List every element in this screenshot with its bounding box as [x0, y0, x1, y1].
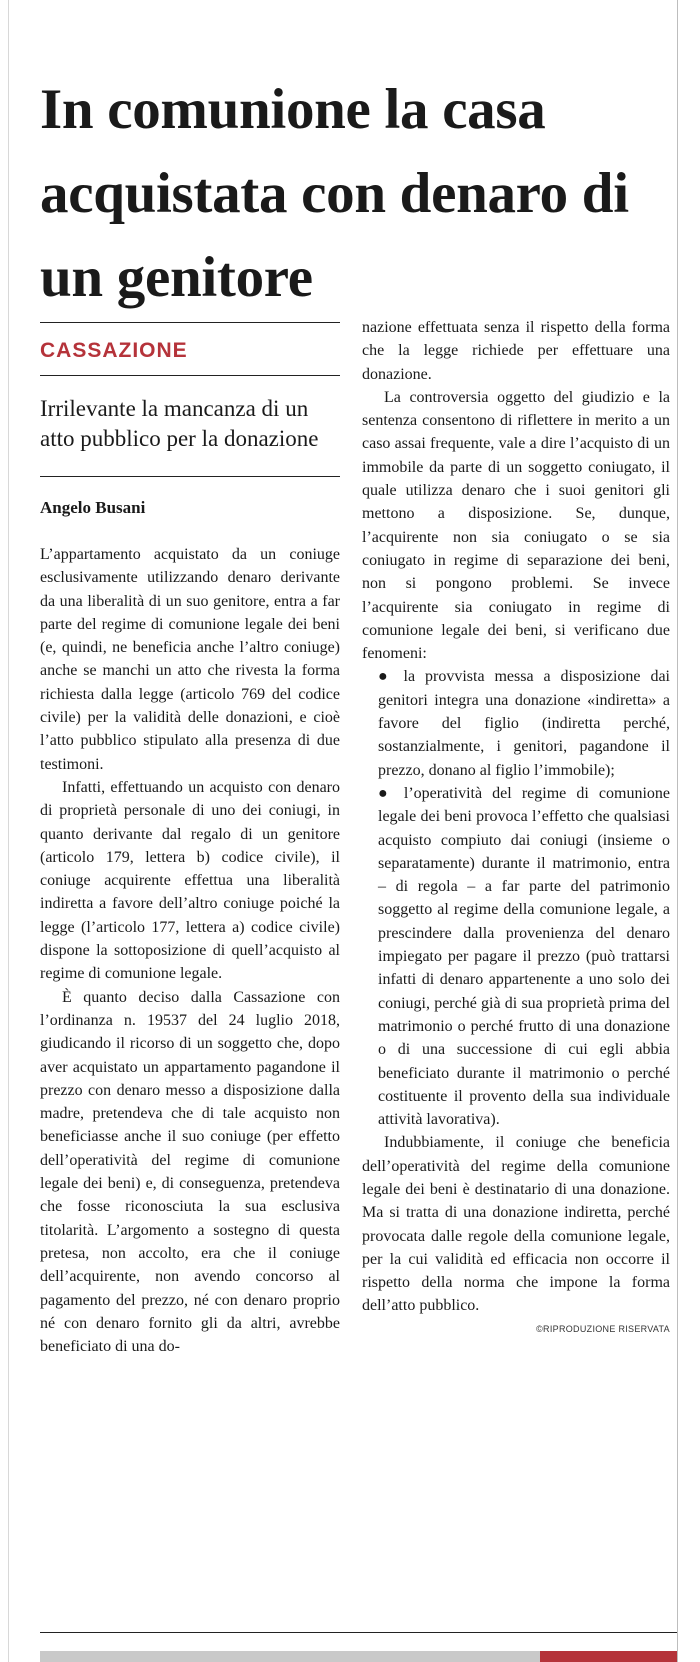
subhead-bottom-rule [40, 476, 340, 477]
right-column [362, 316, 670, 1334]
section-kicker: CASSAZIONE [40, 339, 188, 362]
left-column [40, 322, 340, 1358]
bullet-item: ● la provvista messa a disposizione dai genitori integra una donazione «indiretta» a favore del figlio (indiretta perché, sostanzialmente, i genitori, pagandone il prezzo, donano al figlio l’immobile); [378, 668, 670, 779]
body-paragraph: La controversia oggetto del giudizio e la sentenza consentono di riflettere in merito a un caso assai frequente, vale a dire l’acquisto di un immobile da parte di un soggetto coniugato, il quale utilizza denaro che i suoi genitori gli mettono a disposizione. Se, dunque, l’acquirente non sia coniugato o se sia coniugato in regime di separazione dei beni, non si pongono problemi. Se invece l’acquirente sia coniugato in regime di comunione legale dei beni, si verificano due fenomeni: [362, 388, 670, 663]
kicker-bottom-rule [40, 375, 340, 376]
article-headline: In comunione la casa acquistata con denaro di un genitore [40, 78, 629, 309]
copyright-notice: ©RIPRODUZIONE RISERVATA [536, 1323, 670, 1334]
body-paragraph-continuation: nazione effettuata senza il rispetto della forma che la legge richiede per effettuare una donazione. [362, 319, 670, 383]
page-edge-left [8, 0, 9, 1662]
kicker-top-rule [40, 322, 340, 323]
footer-rule [40, 1632, 677, 1633]
page-edge-right [677, 0, 678, 1662]
body-paragraph: L’appartamento acquistato da un coniuge esclusivamente utilizzando denaro derivante da una liberalità di un suo genitore, entra a far parte del regime di comunione legale dei beni (e, quindi, ne beneficia anche l’altro coniuge) anche se manchi un atto che rivesta la forma richiesta dalla legge (articolo 769 del codice civile) per la validità delle donazioni, e cioè l’atto pubblico stipulato alla presenza di due testimoni. [40, 546, 340, 773]
right-body-text [362, 316, 670, 1318]
footer-bar-red [540, 1651, 677, 1662]
author-byline: Angelo Busani [40, 498, 146, 517]
left-body-text [40, 543, 340, 1358]
body-paragraph: Infatti, effettuando un acquisto con denaro di proprietà personale di uno dei coniugi, in quanto derivante dal regalo di un genitore (articolo 179, lettera b) codice civile), il coniuge acquirente effettua una liberalità indiretta a favore dell’altro coniuge poiché la legge (l’articolo 177, lettera a) codice civile) dispone la sottoposizione di quell’acquisto al regime di comunione legale. [40, 778, 340, 983]
body-paragraph: Indubbiamente, il coniuge che beneficia dell’operatività del regime della comunione legale dei beni è destinatario di una donazione. Ma si tratta di una donazione indiretta, perché provocata dalle regole della comunione legale, per la cui validità ed efficacia non occorre il rispetto della norma che impone la forma dell’atto pubblico. [362, 1134, 670, 1315]
footer-bar-gray [40, 1651, 540, 1662]
article-subhead: Irrilevante la mancanza di un atto pubblico per la donazione [40, 396, 319, 451]
body-paragraph: È quanto deciso dalla Cassazione con l’ordinanza n. 19537 del 24 luglio 2018, giudicando il ricorso di un soggetto che, dopo aver acquistato un appartamento pagandone il prezzo con denaro messo a disposizione dalla madre, pretendeva che di tale acquisto non beneficiasse anche il suo coniuge (per effetto dell’operatività del regime di comunione legale dei beni) e, di conseguenza, pretendeva che fosse riconosciuta la sua esclusiva titolarità. L’argomento a sostegno di questa pretesa, non accolto, era che il coniuge dell’acquirente, non avendo concorso al pagamento del prezzo, né con denaro proprio né con denaro fornito gli da altri, avrebbe beneficiato di una do- [40, 988, 340, 1356]
bullet-item: ● l’operatività del regime di comunione legale dei beni provoca l’effetto che qualsiasi acquisto compiuto dai coniugi (insieme o separatamente) durante il matrimonio, entra – di regola – a far parte del patrimonio soggetto al regime della comunione legale, a prescindere dalla provenienza del denaro impiegato per pagare il prezzo (può trattarsi infatti di denaro appartenente a uno solo dei coniugi, perché già di sua proprietà prima del matrimonio o perché frutto di una donazione o di una successione di cui egli abbia beneficiato durante il matrimonio o perché costituente il provento della sua individuale attività lavorativa). [378, 784, 670, 1129]
